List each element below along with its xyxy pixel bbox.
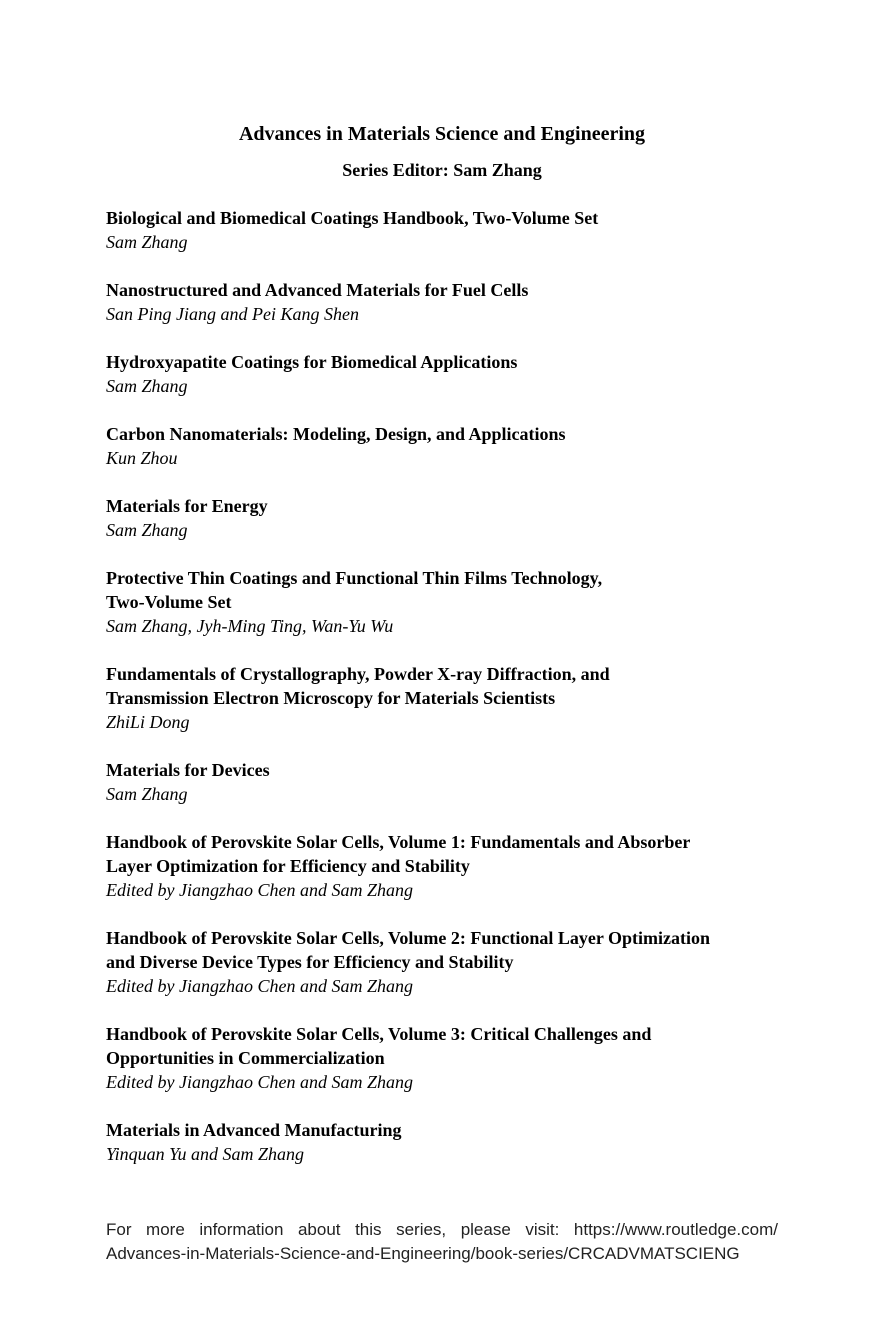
- series-info-footer: [106, 1218, 778, 1266]
- book-authors: ZhiLi Dong: [106, 712, 190, 732]
- book-authors: Kun Zhou: [106, 448, 178, 468]
- book-authors: Sam Zhang: [106, 376, 188, 396]
- footer-text-line: For more information about this series, please visit: https://www.routledge.com/: [106, 1220, 778, 1239]
- book-title: Hydroxyapatite Coatings for Biomedical Applications: [106, 352, 518, 372]
- book-entry: [106, 1118, 806, 1166]
- book-entry: [106, 830, 806, 902]
- book-title: Handbook of Perovskite Solar Cells, Volume 3: Critical Challenges and Opportunities in Commercialization: [106, 1024, 652, 1068]
- book-list: [106, 206, 806, 1190]
- book-entry: [106, 758, 806, 806]
- book-title: Handbook of Perovskite Solar Cells, Volume 2: Functional Layer Optimization and Diverse Device Types for Efficiency and Stability: [106, 928, 711, 972]
- book-entry: [106, 926, 806, 998]
- book-title: Biological and Biomedical Coatings Handbook, Two-Volume Set: [106, 208, 599, 228]
- book-authors: San Ping Jiang and Pei Kang Shen: [106, 304, 359, 324]
- book-authors: Edited by Jiangzhao Chen and Sam Zhang: [106, 880, 413, 900]
- book-authors: Edited by Jiangzhao Chen and Sam Zhang: [106, 1072, 413, 1092]
- book-authors: Sam Zhang: [106, 232, 188, 252]
- book-entry: [106, 206, 806, 254]
- book-entry: [106, 1022, 806, 1094]
- book-entry: [106, 278, 806, 326]
- book-entry: [106, 662, 806, 734]
- book-title: Fundamentals of Crystallography, Powder X-ray Diffraction, and Transmission Electron Microscopy for Materials Scientists: [106, 664, 610, 708]
- book-entry: [106, 350, 806, 398]
- series-editor: Series Editor: Sam Zhang: [342, 160, 542, 180]
- book-title: Materials for Energy: [106, 496, 268, 516]
- book-title: Nanostructured and Advanced Materials for Fuel Cells: [106, 280, 529, 300]
- book-authors: Edited by Jiangzhao Chen and Sam Zhang: [106, 976, 413, 996]
- book-authors: Sam Zhang: [106, 784, 188, 804]
- book-title: Protective Thin Coatings and Functional Thin Films Technology, Two-Volume Set: [106, 568, 603, 612]
- series-title: Advances in Materials Science and Engineering: [238, 123, 646, 145]
- book-title: Materials for Devices: [106, 760, 270, 780]
- book-title: Materials in Advanced Manufacturing: [106, 1120, 402, 1140]
- book-entry: [106, 494, 806, 542]
- book-entry: [106, 422, 806, 470]
- series-url-link[interactable]: Advances-in-Materials-Science-and-Engineering/book-series/CRCADVMATSCIENG: [106, 1244, 740, 1263]
- book-authors: Sam Zhang, Jyh-Ming Ting, Wan-Yu Wu: [106, 616, 394, 636]
- book-authors: Yinquan Yu and Sam Zhang: [106, 1144, 305, 1164]
- book-title: Carbon Nanomaterials: Modeling, Design, and Applications: [106, 424, 566, 444]
- book-title: Handbook of Perovskite Solar Cells, Volume 1: Fundamentals and Absorber Layer Optimization for Efficiency and Stability: [106, 832, 691, 876]
- book-entry: [106, 566, 806, 638]
- book-authors: Sam Zhang: [106, 520, 188, 540]
